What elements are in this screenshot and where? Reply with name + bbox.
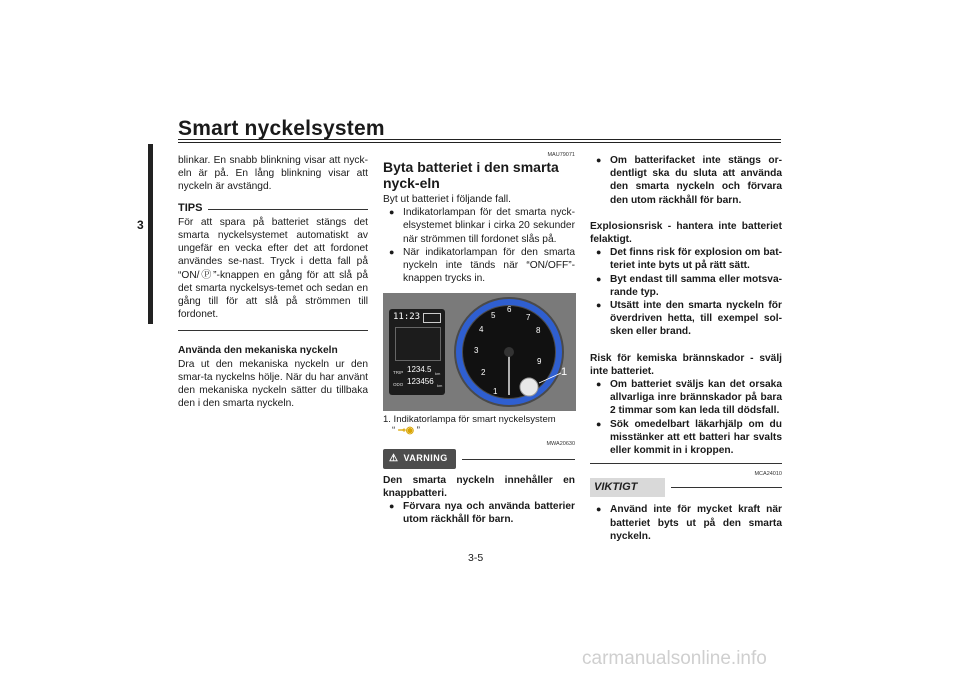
figure-caption: 1. Indikatorlampa för smart nyckelsystem <box>383 414 556 426</box>
list-item: ● Indikatorlampan för det smarta nyck-elsystemet blinkar i cirka 20 sekunder när strömmen till fordonet slås på. <box>403 206 575 246</box>
chapter-number: 3 <box>137 218 144 232</box>
column-left <box>178 154 368 410</box>
gauge-number: 6 <box>507 305 512 315</box>
instrument-cluster-figure <box>383 293 576 411</box>
list-item: ● Sök omedelbart läkarhjälp om du misstänker att ett batteri har svalts eller kommit in i kroppen. <box>610 418 782 458</box>
fuel-icon <box>423 313 441 323</box>
warning-continued-list <box>590 154 782 207</box>
important-header <box>590 478 782 497</box>
header-rule <box>178 139 781 140</box>
lcd-graph-area <box>395 327 441 361</box>
warning-end-rule <box>590 463 782 464</box>
list-item: ● Förvara nya och använda batterier utom räckhåll för barn. <box>403 500 575 526</box>
lcd-panel <box>389 309 445 395</box>
figure-caption-symbol: “ ⊸◉ ” <box>392 425 420 437</box>
replace-conditions-list <box>383 206 575 285</box>
column-right <box>590 154 782 543</box>
gauge-number: 3 <box>474 346 479 356</box>
column-middle <box>383 151 575 526</box>
warning-text: Den smarta nyckeln innehåller en knappbatteri. <box>383 474 575 499</box>
mechanical-key-paragraph: Dra ut den mekaniska nyckeln ur den smar-ta nyckelns hölje. När du har använt den mekaniska nyckeln sätter du tillbaka den i den smarta nyckeln. <box>178 358 368 410</box>
warning-code: MWA20630 <box>546 441 575 448</box>
warning-rule <box>462 459 575 460</box>
important-label: VIKTIGT <box>590 478 665 497</box>
tips-rule <box>208 209 368 210</box>
warning-list <box>383 500 575 526</box>
header-rule-secondary <box>178 142 781 143</box>
tips-paragraph: För att spara på batteriet stängs det smarta nyckelsystemet automatiskt av ungefär en vecka efter det att fordonet användes se-nast. Tryck i detta fall på “ON/Ⓟ”-knappen en gång för att slå på det smarta nyckelsys-temet och sedan en gång till för att slå på strömmen till fordonet. <box>178 216 368 321</box>
tachometer-gauge <box>453 295 573 409</box>
trip-label: TRIP <box>393 370 404 376</box>
intro-paragraph: blinkar. En snabb blinkning visar att nyck-eln är på. En lång blinkning visar att nyckeln är avstängd. <box>178 155 368 193</box>
important-list <box>590 503 782 543</box>
section-intro: Byt ut batteriet i följande fall. <box>383 194 511 205</box>
figure-callout-number: 1 <box>561 366 568 379</box>
section-heading: Byta batteriet i den smarta nyck-eln <box>383 159 559 191</box>
smart-key-indicator-icon: ⊸◉ <box>397 425 415 437</box>
warning-triangle-icon: ⚠ <box>389 453 399 465</box>
list-item: ● Byt endast till samma eller motsva-rande typ. <box>610 273 782 299</box>
warning-label: ⚠ VARNING <box>383 449 456 468</box>
list-item: ● Det finns risk för explosion om bat-teriet inte byts ut på rätt sätt. <box>610 246 782 272</box>
tips-label: TIPS <box>178 201 203 214</box>
explosion-heading: Explosionsrisk - hantera inte batteriet felaktigt. <box>590 220 782 246</box>
page-number: 3-5 <box>468 552 484 564</box>
watermark: carmanualsonline.info <box>582 648 767 669</box>
list-item: ● Utsätt inte den smarta nyckeln för överdriven hetta, till exempel sol-sken eller brand. <box>610 299 782 339</box>
odo-label: ODO <box>393 382 404 388</box>
gauge-number: 7 <box>526 313 531 323</box>
list-item: ● Använd inte för mycket kraft när batteriet byts ut på den smarta nyckeln. <box>610 503 782 543</box>
list-item: ● Om batterifacket inte stängs or-dentligt ska du sluta att använda den smarta nyckeln och förvara den utom räckhåll för barn. <box>610 154 782 207</box>
list-item: ● När indikatorlampan för den smarta nyckeln inte tänds när “ON/OFF”-knappen trycks in. <box>403 246 575 286</box>
burn-list <box>590 378 782 457</box>
gauge-number: 9 <box>537 357 542 367</box>
tips-header <box>178 202 368 215</box>
odo-unit: km <box>437 383 443 389</box>
gauge-number: 4 <box>479 325 484 335</box>
explosion-list <box>590 246 782 338</box>
gauge-number: 5 <box>491 311 496 321</box>
chapter-side-bar <box>148 144 153 324</box>
gauge-number: 8 <box>536 326 541 336</box>
gauge-number: 1 <box>493 387 498 397</box>
important-code: MCA24010 <box>754 471 782 478</box>
page-title: Smart nyckelsystem <box>178 117 385 140</box>
gauge-number: 2 <box>481 368 486 378</box>
warning-header <box>383 449 575 468</box>
tips-end-rule <box>178 330 368 331</box>
trip-value: 1234.5 <box>407 365 432 375</box>
odo-value: 123456 <box>407 377 434 387</box>
trip-unit: km <box>435 371 441 377</box>
lcd-clock: 11:23 <box>393 312 421 323</box>
section-code: MAU79071 <box>547 152 575 158</box>
burn-heading: Risk för kemiska brännskador - svälj inte batteriet. <box>590 352 782 377</box>
mechanical-key-heading: Använda den mekaniska nyckeln <box>178 345 338 357</box>
list-item: ● Om batteriet sväljs kan det orsaka allvarliga inre brännskador på bara 2 timmar som kan leda till dödsfall. <box>610 378 782 418</box>
important-rule <box>671 487 782 488</box>
